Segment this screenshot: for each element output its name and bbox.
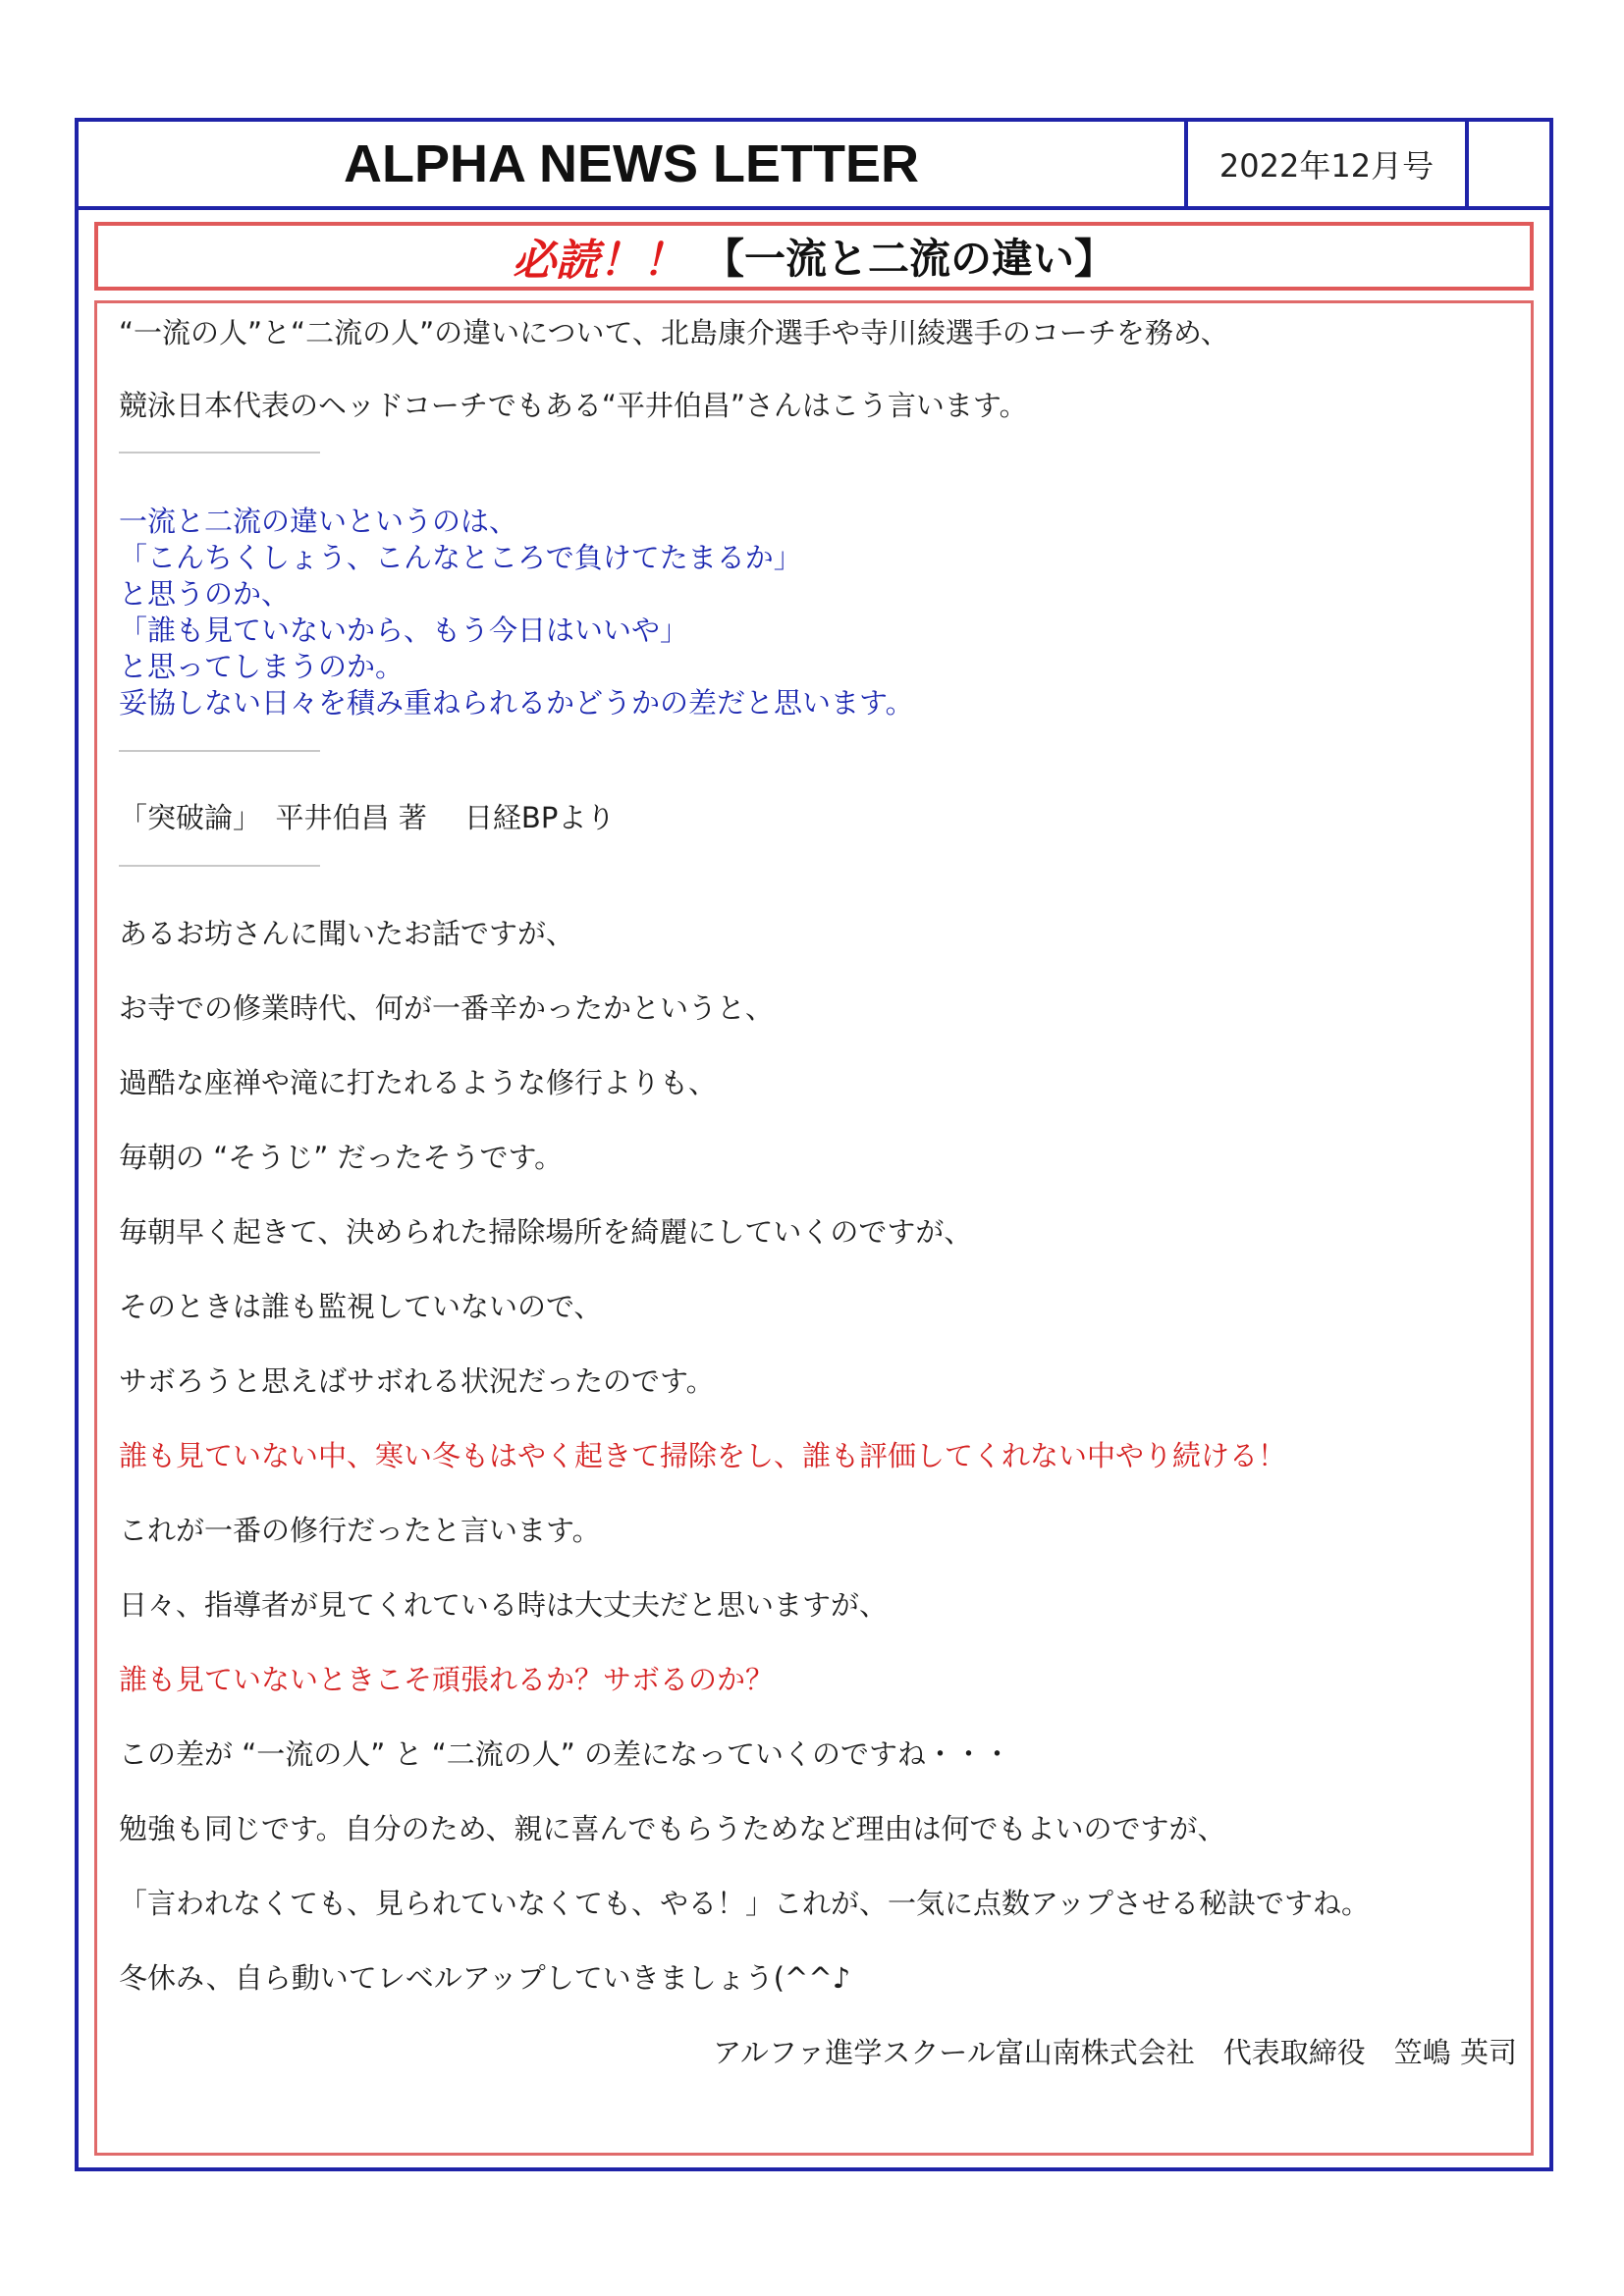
headline-box — [94, 222, 1534, 291]
quote-line: 「こんちくしょう、こんなところで負けてたまるか」 — [119, 541, 802, 574]
source-citation: 「突破論」 平井伯昌 著 日経BPより — [119, 801, 616, 834]
article-body — [94, 300, 1534, 2156]
divider-rule — [119, 865, 320, 867]
story-line: そのときは誰も監視していないので、 — [119, 1290, 603, 1323]
quote-line: 「誰も見ていないから、もう今日はいいや」 — [119, 614, 689, 647]
story-line: お寺での修業時代、何が一番辛かったかというと、 — [119, 991, 775, 1025]
story-line: 冬休み、自ら動いてレベルアップしていきましょう(^^♪ — [119, 1961, 851, 1995]
issue-date: 2022年12月号 — [1188, 122, 1469, 206]
divider-rule — [119, 452, 320, 454]
divider-rule — [119, 750, 320, 752]
quote-line: と思うのか、 — [119, 577, 291, 611]
quote-line: 妥協しない日々を積み重ねられるかどうかの差だと思います。 — [119, 686, 914, 720]
story-line: これが一番の修行だったと言います。 — [119, 1514, 601, 1547]
intro-line: “一流の人”と“二流の人”の違いについて、北島康介選手や寺川綾選手のコーチを務め、 — [119, 316, 1229, 349]
story-line: 「言われなくても、見られていなくても、やる！」これが、一気に点数アップさせる秘訣ですね。 — [119, 1887, 1370, 1920]
signature: アルファ進学スクール富山南株式会社 代表取締役 笠嶋 英司 — [713, 2036, 1517, 2069]
story-emphasis-line: 誰も見ていない中、寒い冬もはやく起きて掃除をし、誰も評価してくれない中やり続ける！ — [119, 1439, 1287, 1472]
story-line: 毎朝の “そうじ” だったそうです。 — [119, 1141, 564, 1174]
must-read-label: 必読！！ — [512, 236, 685, 286]
story-line: 毎朝早く起きて、決められた掃除場所を綺麗にしていくのですが、 — [119, 1215, 973, 1249]
story-line: 日々、指導者が見てくれている時は大丈夫だと思いますが、 — [119, 1588, 889, 1622]
story-line: 勉強も同じです。自分のため、親に喜んでもらうためなど理由は何でもよいのですが、 — [119, 1812, 1226, 1845]
story-line: あるお坊さんに聞いたお話ですが、 — [119, 917, 575, 950]
quote-line: 一流と二流の違いというのは、 — [119, 505, 518, 538]
story-emphasis-line: 誰も見ていないときこそ頑張れるか？サボるのか？ — [119, 1663, 775, 1696]
story-line: 過酷な座禅や滝に打たれるような修行よりも、 — [119, 1066, 718, 1099]
intro-line: 競泳日本代表のヘッドコーチでもある“平井伯昌”さんはこう言います。 — [119, 389, 1028, 422]
newsletter-title: ALPHA NEWS LETTER — [79, 122, 1188, 206]
story-line: この差が “一流の人” と “二流の人” の差になっていくのですね・・・ — [119, 1737, 1011, 1771]
quote-line: と思ってしまうのか。 — [119, 650, 405, 683]
newsletter-frame — [75, 118, 1553, 2171]
newsletter-header — [79, 122, 1549, 210]
headline-topic: 【一流と二流の違い】 — [702, 235, 1115, 283]
header-empty-cell — [1469, 122, 1549, 206]
story-line: サボろうと思えばサボれる状況だったのです。 — [119, 1364, 715, 1398]
